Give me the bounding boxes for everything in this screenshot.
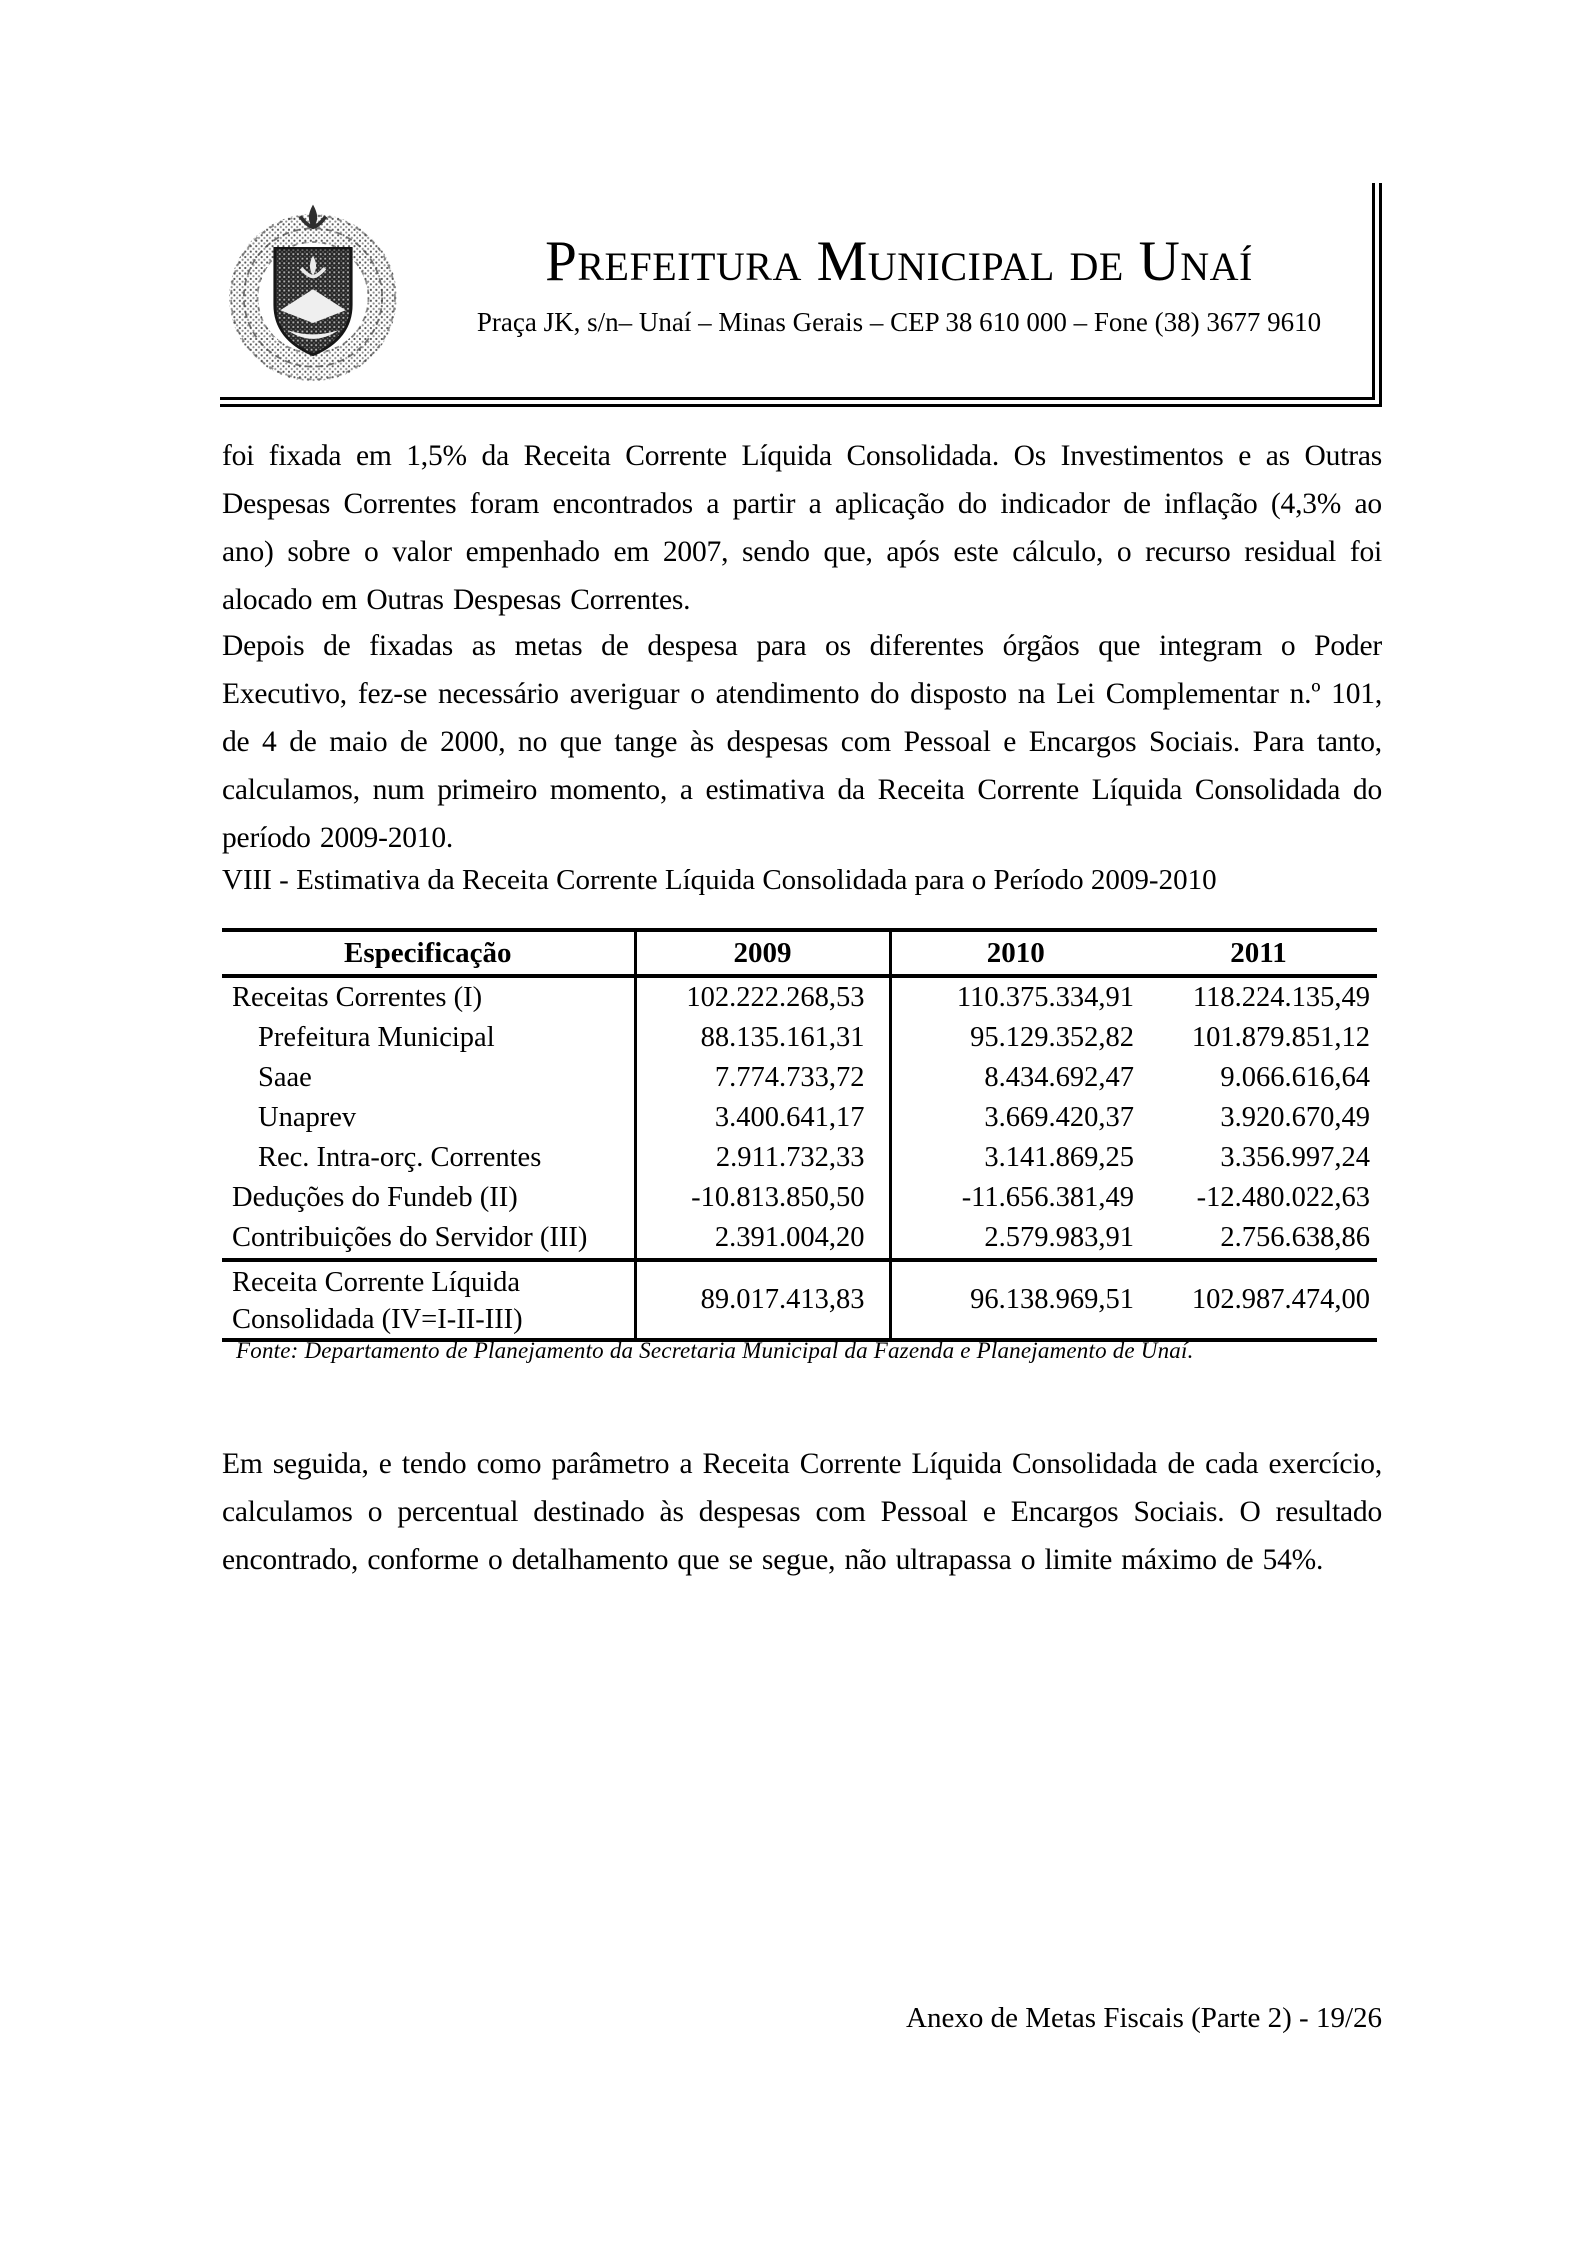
paragraph-2-block [222,622,1382,862]
value-2009: 2.911.732,33 [635,1138,890,1178]
table-row [222,1058,1377,1098]
paragraph-2: Depois de fixadas as metas de despesa para os diferentes órgãos que integram o Poder Executivo, fez-se necessário averiguar o atendimento do disposto na Lei Complementar n.º 101, de 4 de maio de 2000, no que tange às despesas com Pessoal e Encargos Sociais. Para tanto, calculamos, num primeiro momento, a estimativa da Receita Corrente Líquida Consolidada do período 2009-2010. [222,630,1382,854]
row-label: Prefeitura Municipal [222,1018,635,1058]
value-2009: 102.222.268,53 [635,976,890,1018]
column-header-especificacao: Especificação [222,930,635,976]
total-value-2010: 96.138.969,51 [890,1260,1140,1340]
table-source: Fonte: Departamento de Planejamento da Secretaria Municipal da Fazenda e Planejamento de Unaí. [236,1338,1194,1363]
value-2011: -12.480.022,63 [1196,1182,1370,1213]
address-line: Praça JK, s/n– Unaí – Minas Gerais – CEP 38 610 000 – Fone (38) 3677 9610 [476,307,1322,337]
value-2010: -11.656.381,49 [961,1182,1134,1213]
table-block [222,928,1382,1342]
page-footer-label: Anexo de Metas Fiscais (Parte 2) - 19/26 [906,2002,1382,2034]
table-row [222,976,1377,1018]
column-header-2010: 2010 [890,930,1140,976]
value-2011: 118.224.135,49 [1192,982,1370,1013]
table-row [222,1138,1377,1178]
row-label: Rec. Intra-orç. Correntes [222,1138,635,1178]
paragraph-3: Em seguida, e tendo como parâmetro a Receita Corrente Líquida Consolidada de cada exercício, calculamos o percentual destinado às despesas com Pessoal e Encargos Sociais. O resultado encontrado, conforme o detalhamento que se segue, não ultrapassa o limite máximo de 54%. [222,1448,1382,1576]
value-2011: 9.066.616,64 [1220,1062,1370,1093]
paragraph-1-block [222,432,1382,624]
value-2009: 2.391.004,20 [635,1218,890,1260]
table-row [222,1098,1377,1138]
column-header-2011: 2011 [1140,930,1377,976]
table-header-row [222,930,1377,976]
row-label: Deduções do Fundeb (II) [222,1178,635,1218]
value-2011: 3.356.997,24 [1220,1142,1370,1173]
municipality-title: Prefeitura Municipal de Unaí [545,230,1253,293]
total-value-2011: 102.987.474,00 [1140,1260,1377,1340]
value-2010: 95.129.352,82 [970,1022,1134,1053]
value-2010: 2.579.983,91 [984,1222,1134,1253]
row-label: Unaprev [222,1098,635,1138]
row-label: Receitas Correntes (I) [222,976,635,1018]
table-caption-block [222,864,1382,897]
paragraph-1: foi fixada em 1,5% da Receita Corrente Líquida Consolidada. Os Investimentos e as Outras Despesas Correntes foram encontrados a partir a aplicação do indicador de inflação (4,3% ao ano) sobre o valor empenhado em 2007, sendo que, após este cálculo, o recurso residual foi alocado em Outras Despesas Correntes. [222,440,1382,616]
total-value-2009: 89.017.413,83 [635,1260,890,1340]
value-2009: 88.135.161,31 [635,1018,890,1058]
table-total-row [222,1260,1377,1340]
coat-of-arms-icon [222,201,404,383]
table-caption: VIII - Estimativa da Receita Corrente Líquida Consolidada para o Período 2009-2010 [222,864,1217,896]
table-row [222,1018,1377,1058]
row-label: Contribuições do Servidor (III) [222,1218,635,1260]
row-label: Saae [222,1058,635,1098]
value-2010: 110.375.334,91 [956,982,1134,1013]
letterhead-text [426,183,1372,338]
total-row-label: Receita Corrente Líquida Consolidada (IV=I-II-III) [222,1260,635,1340]
value-2010: 8.434.692,47 [984,1062,1134,1093]
value-2009: -10.813.850,50 [635,1178,890,1218]
value-2010: 3.669.420,37 [984,1102,1134,1133]
value-2009: 7.774.733,72 [635,1058,890,1098]
table-row [222,1218,1377,1260]
value-2010: 3.141.869,25 [984,1142,1134,1173]
rcl-estimate-table [222,928,1377,1342]
value-2011: 2.756.638,86 [1220,1222,1370,1253]
value-2011: 101.879.851,12 [1191,1022,1370,1053]
value-2009: 3.400.641,17 [635,1098,890,1138]
table-row [222,1178,1377,1218]
column-header-2009: 2009 [635,930,890,976]
paragraph-3-block [222,1440,1382,1584]
value-2011: 3.920.670,49 [1220,1102,1370,1133]
letterhead [220,183,1382,407]
table-source-block [222,1338,1382,1364]
